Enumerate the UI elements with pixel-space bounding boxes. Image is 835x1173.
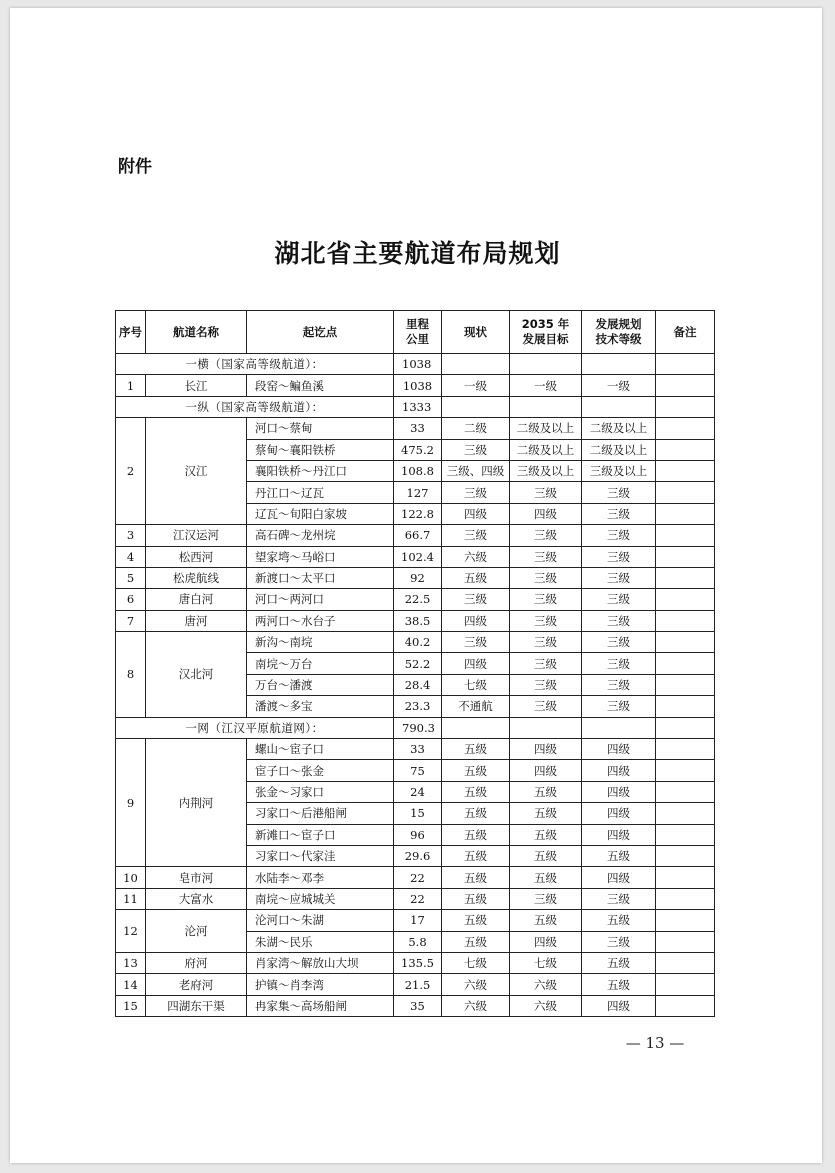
table-row <box>116 867 715 888</box>
table-row <box>116 995 715 1016</box>
table-body <box>116 354 715 1017</box>
segment-range: 南垸～万台 <box>247 653 394 674</box>
current-status: 六级 <box>442 995 510 1016</box>
waterway-name: 汉北河 <box>146 632 247 718</box>
group-label: 一网（江汉平原航道网）： <box>116 717 394 738</box>
planned-grade: 四级 <box>582 803 656 824</box>
segment-range: 蔡甸～襄阳铁桥 <box>247 439 394 460</box>
empty-cell <box>656 717 715 738</box>
target-2035: 四级 <box>510 739 582 760</box>
target-2035: 四级 <box>510 931 582 952</box>
segment-mileage: 127 <box>394 482 442 503</box>
page-number: — 13 — <box>625 1034 685 1052</box>
segment-mileage: 22.5 <box>394 589 442 610</box>
group-mileage: 1038 <box>394 354 442 375</box>
row-number: 8 <box>116 632 146 718</box>
current-status: 五级 <box>442 931 510 952</box>
header-target-line1: 2035 年 <box>521 317 570 331</box>
current-status: 五级 <box>442 910 510 931</box>
row-number: 12 <box>116 910 146 953</box>
segment-range: 螺山～宦子口 <box>247 739 394 760</box>
planned-grade: 三级 <box>582 696 656 717</box>
waterway-name: 老府河 <box>146 974 247 995</box>
row-number: 11 <box>116 888 146 909</box>
remark-cell <box>656 546 715 567</box>
planned-grade: 四级 <box>582 760 656 781</box>
segment-range: 万台～潘渡 <box>247 674 394 695</box>
remark-cell <box>656 760 715 781</box>
remark-cell <box>656 931 715 952</box>
segment-range: 张金～习家口 <box>247 781 394 802</box>
header-plan-line2: 技术等级 <box>595 332 642 346</box>
waterway-name: 四湖东干渠 <box>146 995 247 1016</box>
row-number: 15 <box>116 995 146 1016</box>
target-2035: 三级及以上 <box>510 460 582 481</box>
waterway-name: 松西河 <box>146 546 247 567</box>
segment-mileage: 135.5 <box>394 952 442 973</box>
target-2035: 五级 <box>510 867 582 888</box>
empty-cell <box>510 354 582 375</box>
remark-cell <box>656 632 715 653</box>
segment-mileage: 108.8 <box>394 460 442 481</box>
segment-range: 襄阳铁桥～丹江口 <box>247 460 394 481</box>
planned-grade: 三级 <box>582 589 656 610</box>
header-plan <box>582 311 656 354</box>
table-header-row <box>116 311 715 354</box>
target-2035: 二级及以上 <box>510 418 582 439</box>
waterway-name: 大富水 <box>146 888 247 909</box>
planned-grade: 四级 <box>582 739 656 760</box>
row-number: 1 <box>116 375 146 396</box>
table-row <box>116 632 715 653</box>
segment-range: 南垸～应城城关 <box>247 888 394 909</box>
remark-cell <box>656 867 715 888</box>
segment-range: 新沟～南垸 <box>247 632 394 653</box>
current-status: 四级 <box>442 503 510 524</box>
waterway-name: 府河 <box>146 952 247 973</box>
remark-cell <box>656 503 715 524</box>
waterway-name: 江汉运河 <box>146 525 247 546</box>
segment-range: 河口～蔡甸 <box>247 418 394 439</box>
current-status: 一级 <box>442 375 510 396</box>
empty-cell <box>510 396 582 417</box>
current-status: 三级 <box>442 632 510 653</box>
header-mileage <box>394 311 442 354</box>
segment-range: 护镇～肖李湾 <box>247 974 394 995</box>
segment-mileage: 21.5 <box>394 974 442 995</box>
target-2035: 三级 <box>510 546 582 567</box>
header-plan-line1: 发展规划 <box>595 317 642 331</box>
current-status: 五级 <box>442 867 510 888</box>
segment-mileage: 22 <box>394 888 442 909</box>
remark-cell <box>656 995 715 1016</box>
segment-mileage: 92 <box>394 567 442 588</box>
current-status: 五级 <box>442 781 510 802</box>
remark-cell <box>656 952 715 973</box>
remark-cell <box>656 696 715 717</box>
header-target <box>510 311 582 354</box>
header-remark: 备注 <box>656 311 715 354</box>
current-status: 三级 <box>442 482 510 503</box>
document-title: 湖北省主要航道布局规划 <box>274 239 561 268</box>
table-row <box>116 739 715 760</box>
segment-mileage: 122.8 <box>394 503 442 524</box>
row-number: 3 <box>116 525 146 546</box>
current-status: 三级 <box>442 525 510 546</box>
segment-mileage: 75 <box>394 760 442 781</box>
empty-cell <box>656 354 715 375</box>
segment-range: 习家口～后港船闸 <box>247 803 394 824</box>
table-row <box>116 888 715 909</box>
planned-grade: 四级 <box>582 824 656 845</box>
waterway-name: 松虎航线 <box>146 567 247 588</box>
current-status: 六级 <box>442 546 510 567</box>
current-status: 五级 <box>442 845 510 866</box>
row-number: 13 <box>116 952 146 973</box>
planned-grade: 二级及以上 <box>582 418 656 439</box>
group-row <box>116 717 715 738</box>
planned-grade: 三级 <box>582 567 656 588</box>
header-mileage-line1: 里程 <box>406 317 429 331</box>
planned-grade: 四级 <box>582 995 656 1016</box>
segment-range: 辽瓦～旬阳白家坡 <box>247 503 394 524</box>
header-no: 序号 <box>116 311 146 354</box>
planned-grade: 三级 <box>582 546 656 567</box>
planned-grade: 三级 <box>582 888 656 909</box>
segment-mileage: 96 <box>394 824 442 845</box>
planned-grade: 三级 <box>582 632 656 653</box>
current-status: 三级、四级 <box>442 460 510 481</box>
segment-mileage: 15 <box>394 803 442 824</box>
waterway-plan-table <box>115 310 715 1017</box>
empty-cell <box>582 717 656 738</box>
segment-range: 沦河口～朱湖 <box>247 910 394 931</box>
target-2035: 三级 <box>510 610 582 631</box>
segment-mileage: 475.2 <box>394 439 442 460</box>
table-row <box>116 525 715 546</box>
current-status: 五级 <box>442 739 510 760</box>
header-mileage-line2: 公里 <box>406 332 429 346</box>
segment-mileage: 29.6 <box>394 845 442 866</box>
target-2035: 六级 <box>510 995 582 1016</box>
empty-cell <box>442 396 510 417</box>
target-2035: 七级 <box>510 952 582 973</box>
segment-mileage: 28.4 <box>394 674 442 695</box>
target-2035: 五级 <box>510 824 582 845</box>
empty-cell <box>656 396 715 417</box>
waterway-name: 唐河 <box>146 610 247 631</box>
planned-grade: 三级 <box>582 525 656 546</box>
planned-grade: 五级 <box>582 952 656 973</box>
target-2035: 三级 <box>510 482 582 503</box>
segment-mileage: 52.2 <box>394 653 442 674</box>
planned-grade: 五级 <box>582 845 656 866</box>
segment-range: 新渡口～太平口 <box>247 567 394 588</box>
segment-mileage: 33 <box>394 418 442 439</box>
planned-grade: 四级 <box>582 781 656 802</box>
row-number: 5 <box>116 567 146 588</box>
current-status: 不通航 <box>442 696 510 717</box>
segment-range: 两河口～水台子 <box>247 610 394 631</box>
current-status: 三级 <box>442 589 510 610</box>
waterway-name: 沦河 <box>146 910 247 953</box>
target-2035: 三级 <box>510 888 582 909</box>
target-2035: 四级 <box>510 760 582 781</box>
remark-cell <box>656 567 715 588</box>
table-row <box>116 418 715 439</box>
segment-mileage: 24 <box>394 781 442 802</box>
target-2035: 三级 <box>510 632 582 653</box>
target-2035: 三级 <box>510 567 582 588</box>
row-number: 7 <box>116 610 146 631</box>
segment-range: 高石碑～龙州垸 <box>247 525 394 546</box>
group-label: 一横（国家高等级航道）： <box>116 354 394 375</box>
remark-cell <box>656 974 715 995</box>
planned-grade: 三级 <box>582 610 656 631</box>
segment-mileage: 35 <box>394 995 442 1016</box>
target-2035: 五级 <box>510 845 582 866</box>
segment-mileage: 38.5 <box>394 610 442 631</box>
row-number: 2 <box>116 418 146 525</box>
header-status: 现状 <box>442 311 510 354</box>
segment-mileage: 1038 <box>394 375 442 396</box>
header-range: 起讫点 <box>247 311 394 354</box>
header-target-line2: 发展目标 <box>522 332 569 346</box>
segment-range: 宦子口～张金 <box>247 760 394 781</box>
table-row <box>116 910 715 931</box>
remark-cell <box>656 439 715 460</box>
current-status: 四级 <box>442 653 510 674</box>
target-2035: 六级 <box>510 974 582 995</box>
row-number: 4 <box>116 546 146 567</box>
remark-cell <box>656 610 715 631</box>
waterway-name: 内荆河 <box>146 739 247 867</box>
waterway-name: 唐白河 <box>146 589 247 610</box>
segment-mileage: 23.3 <box>394 696 442 717</box>
remark-cell <box>656 824 715 845</box>
remark-cell <box>656 739 715 760</box>
table-row <box>116 952 715 973</box>
current-status: 五级 <box>442 760 510 781</box>
segment-mileage: 66.7 <box>394 525 442 546</box>
remark-cell <box>656 803 715 824</box>
target-2035: 五级 <box>510 803 582 824</box>
waterway-name: 汉江 <box>146 418 247 525</box>
target-2035: 五级 <box>510 781 582 802</box>
table-row <box>116 610 715 631</box>
segment-mileage: 17 <box>394 910 442 931</box>
segment-range: 新滩口～宦子口 <box>247 824 394 845</box>
planned-grade: 三级 <box>582 503 656 524</box>
current-status: 五级 <box>442 567 510 588</box>
segment-mileage: 40.2 <box>394 632 442 653</box>
current-status: 七级 <box>442 952 510 973</box>
current-status: 五级 <box>442 824 510 845</box>
segment-mileage: 5.8 <box>394 931 442 952</box>
current-status: 五级 <box>442 888 510 909</box>
empty-cell <box>582 396 656 417</box>
remark-cell <box>656 674 715 695</box>
target-2035: 三级 <box>510 589 582 610</box>
row-number: 6 <box>116 589 146 610</box>
segment-mileage: 33 <box>394 739 442 760</box>
table-row <box>116 567 715 588</box>
remark-cell <box>656 888 715 909</box>
remark-cell <box>656 653 715 674</box>
group-row <box>116 396 715 417</box>
attachment-label: 附件 <box>118 157 152 177</box>
group-row <box>116 354 715 375</box>
planned-grade: 三级 <box>582 482 656 503</box>
empty-cell <box>442 717 510 738</box>
current-status: 二级 <box>442 418 510 439</box>
planned-grade: 五级 <box>582 910 656 931</box>
group-mileage: 790.3 <box>394 717 442 738</box>
waterway-name: 长江 <box>146 375 247 396</box>
segment-mileage: 22 <box>394 867 442 888</box>
row-number: 9 <box>116 739 146 867</box>
segment-range: 朱湖～民乐 <box>247 931 394 952</box>
current-status: 七级 <box>442 674 510 695</box>
target-2035: 四级 <box>510 503 582 524</box>
segment-range: 水陆李～邓李 <box>247 867 394 888</box>
segment-range: 冉家集～高场船闸 <box>247 995 394 1016</box>
current-status: 五级 <box>442 803 510 824</box>
waterway-name: 皂市河 <box>146 867 247 888</box>
remark-cell <box>656 460 715 481</box>
target-2035: 五级 <box>510 910 582 931</box>
table-row <box>116 589 715 610</box>
group-mileage: 1333 <box>394 396 442 417</box>
empty-cell <box>442 354 510 375</box>
planned-grade: 四级 <box>582 867 656 888</box>
table-row <box>116 546 715 567</box>
empty-cell <box>582 354 656 375</box>
remark-cell <box>656 418 715 439</box>
row-number: 10 <box>116 867 146 888</box>
empty-cell <box>510 717 582 738</box>
row-number: 14 <box>116 974 146 995</box>
segment-range: 望家塆～马峪口 <box>247 546 394 567</box>
segment-mileage: 102.4 <box>394 546 442 567</box>
remark-cell <box>656 589 715 610</box>
segment-range: 河口～两河口 <box>247 589 394 610</box>
remark-cell <box>656 375 715 396</box>
table-row <box>116 974 715 995</box>
target-2035: 一级 <box>510 375 582 396</box>
segment-range: 潘渡～多宝 <box>247 696 394 717</box>
planned-grade: 三级 <box>582 674 656 695</box>
remark-cell <box>656 910 715 931</box>
remark-cell <box>656 781 715 802</box>
target-2035: 三级 <box>510 674 582 695</box>
table-row <box>116 375 715 396</box>
current-status: 三级 <box>442 439 510 460</box>
planned-grade: 三级及以上 <box>582 460 656 481</box>
planned-grade: 五级 <box>582 974 656 995</box>
remark-cell <box>656 525 715 546</box>
segment-range: 肖家湾～解放山大坝 <box>247 952 394 973</box>
current-status: 六级 <box>442 974 510 995</box>
segment-range: 习家口～代家洼 <box>247 845 394 866</box>
remark-cell <box>656 482 715 503</box>
current-status: 四级 <box>442 610 510 631</box>
segment-range: 丹江口～辽瓦 <box>247 482 394 503</box>
remark-cell <box>656 845 715 866</box>
target-2035: 二级及以上 <box>510 439 582 460</box>
planned-grade: 一级 <box>582 375 656 396</box>
segment-range: 段窑～鳊鱼溪 <box>247 375 394 396</box>
group-label: 一纵（国家高等级航道）： <box>116 396 394 417</box>
target-2035: 三级 <box>510 696 582 717</box>
planned-grade: 二级及以上 <box>582 439 656 460</box>
target-2035: 三级 <box>510 653 582 674</box>
planned-grade: 三级 <box>582 931 656 952</box>
target-2035: 三级 <box>510 525 582 546</box>
planned-grade: 三级 <box>582 653 656 674</box>
header-name: 航道名称 <box>146 311 247 354</box>
